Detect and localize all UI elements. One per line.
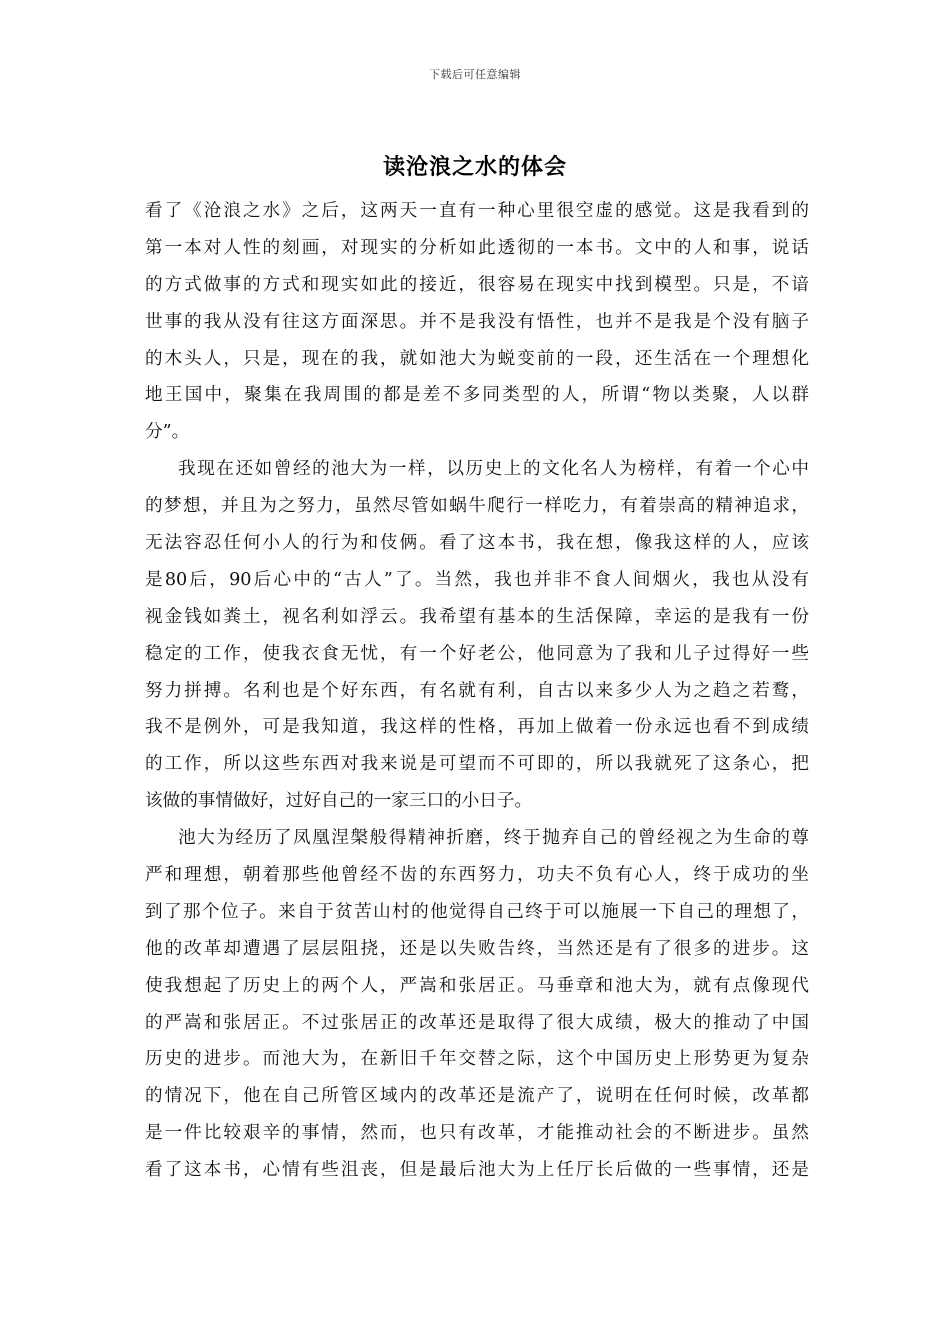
text-line: 分”。	[145, 422, 190, 443]
text-line: 的木头人，只是，现在的我，就如池大为蜕变前的一段，还生活在一个理想化	[145, 348, 809, 369]
page-header: 下载后可任意编辑	[429, 68, 521, 81]
text-line: 该做的事情做好，过好自己的一家三口的小日子。	[145, 791, 533, 812]
text-line: 他的改革却遭遇了层层阻挠，还是以失败告终，当然还是有了很多的进步。这	[145, 938, 809, 959]
text-line: 的严嵩和张居正。不过张居正的改革还是取得了很大成绩，极大的推动了中国	[145, 1012, 809, 1033]
text-line: 我不是例外，可是我知道，我这样的性格，再加上做着一份永远也看不到成绩	[145, 717, 809, 738]
text-line: 努力拼搏。名利也是个好东西，有名就有利，自古以来多少人为之趋之若鹜，	[145, 680, 809, 701]
text-line: 使我想起了历史上的两个人，严嵩和张居正。马垂章和池大为，就有点像现代	[145, 975, 809, 996]
document-title: 读沧浪之水的体会	[382, 154, 567, 180]
text-line: 我现在还如曾经的池大为一样，以历史上的文化名人为榜样，有着一个心中	[178, 459, 809, 480]
text-line: 第一本对人性的刻画，对现实的分析如此透彻的一本书。文中的人和事，说话	[145, 237, 809, 258]
text-line: 到了那个位子。来自于贫苦山村的他觉得自己终于可以施展一下自己的理想了，	[145, 901, 809, 922]
text-line: 严和理想，朝着那些他曾经不齿的东西努力，功夫不负有心人，终于成功的坐	[145, 865, 809, 886]
text-line: 是80后，90后心中的“古人”了。当然，我也并非不食人间烟火，我也从没有	[145, 569, 809, 590]
text-line: 无法容忍任何小人的行为和伎俩。看了这本书，我在想，像我这样的人，应该	[145, 533, 809, 554]
text-line: 的梦想，并且为之努力，虽然尽管如蜗牛爬行一样吃力，有着崇高的精神追求，	[145, 496, 809, 517]
text-line: 的方式做事的方式和现实如此的接近，很容易在现实中找到模型。只是，不谙	[145, 274, 809, 295]
text-line: 历史的进步。而池大为，在新旧千年交替之际，这个中国历史上形势更为复杂	[145, 1049, 809, 1070]
text-line: 看了这本书，心情有些沮丧，但是最后池大为上任厅长后做的一些事情，还是	[145, 1160, 809, 1181]
text-line: 稳定的工作，使我衣食无忧，有一个好老公，他同意为了我和儿子过得好一些	[145, 643, 809, 664]
text-line: 看了《沧浪之水》之后，这两天一直有一种心里很空虚的感觉。这是我看到的	[145, 201, 809, 221]
text-line: 的情况下，他在自己所管区域内的改革还是流产了，说明在任何时候，改革都	[145, 1086, 809, 1107]
text-line: 是一件比较艰辛的事情，然而，也只有改革，才能推动社会的不断进步。虽然	[145, 1123, 809, 1144]
text-line: 视金钱如粪土，视名利如浮云。我希望有基本的生活保障，幸运的是我有一份	[145, 606, 809, 627]
text-line: 的工作，所以这些东西对我来说是可望而不可即的，所以我就死了这条心，把	[145, 754, 809, 775]
text-line: 池大为经历了凤凰涅槃般得精神折磨，终于抛弃自己的曾经视之为生命的尊	[178, 828, 809, 849]
text-line: 世事的我从没有往这方面深思。并不是我没有悟性，也并不是我是个没有脑子	[145, 311, 809, 332]
text-line: 地王国中，聚集在我周围的都是差不多同类型的人，所谓“物以类聚，人以群	[145, 385, 809, 406]
document-body	[145, 193, 809, 1189]
